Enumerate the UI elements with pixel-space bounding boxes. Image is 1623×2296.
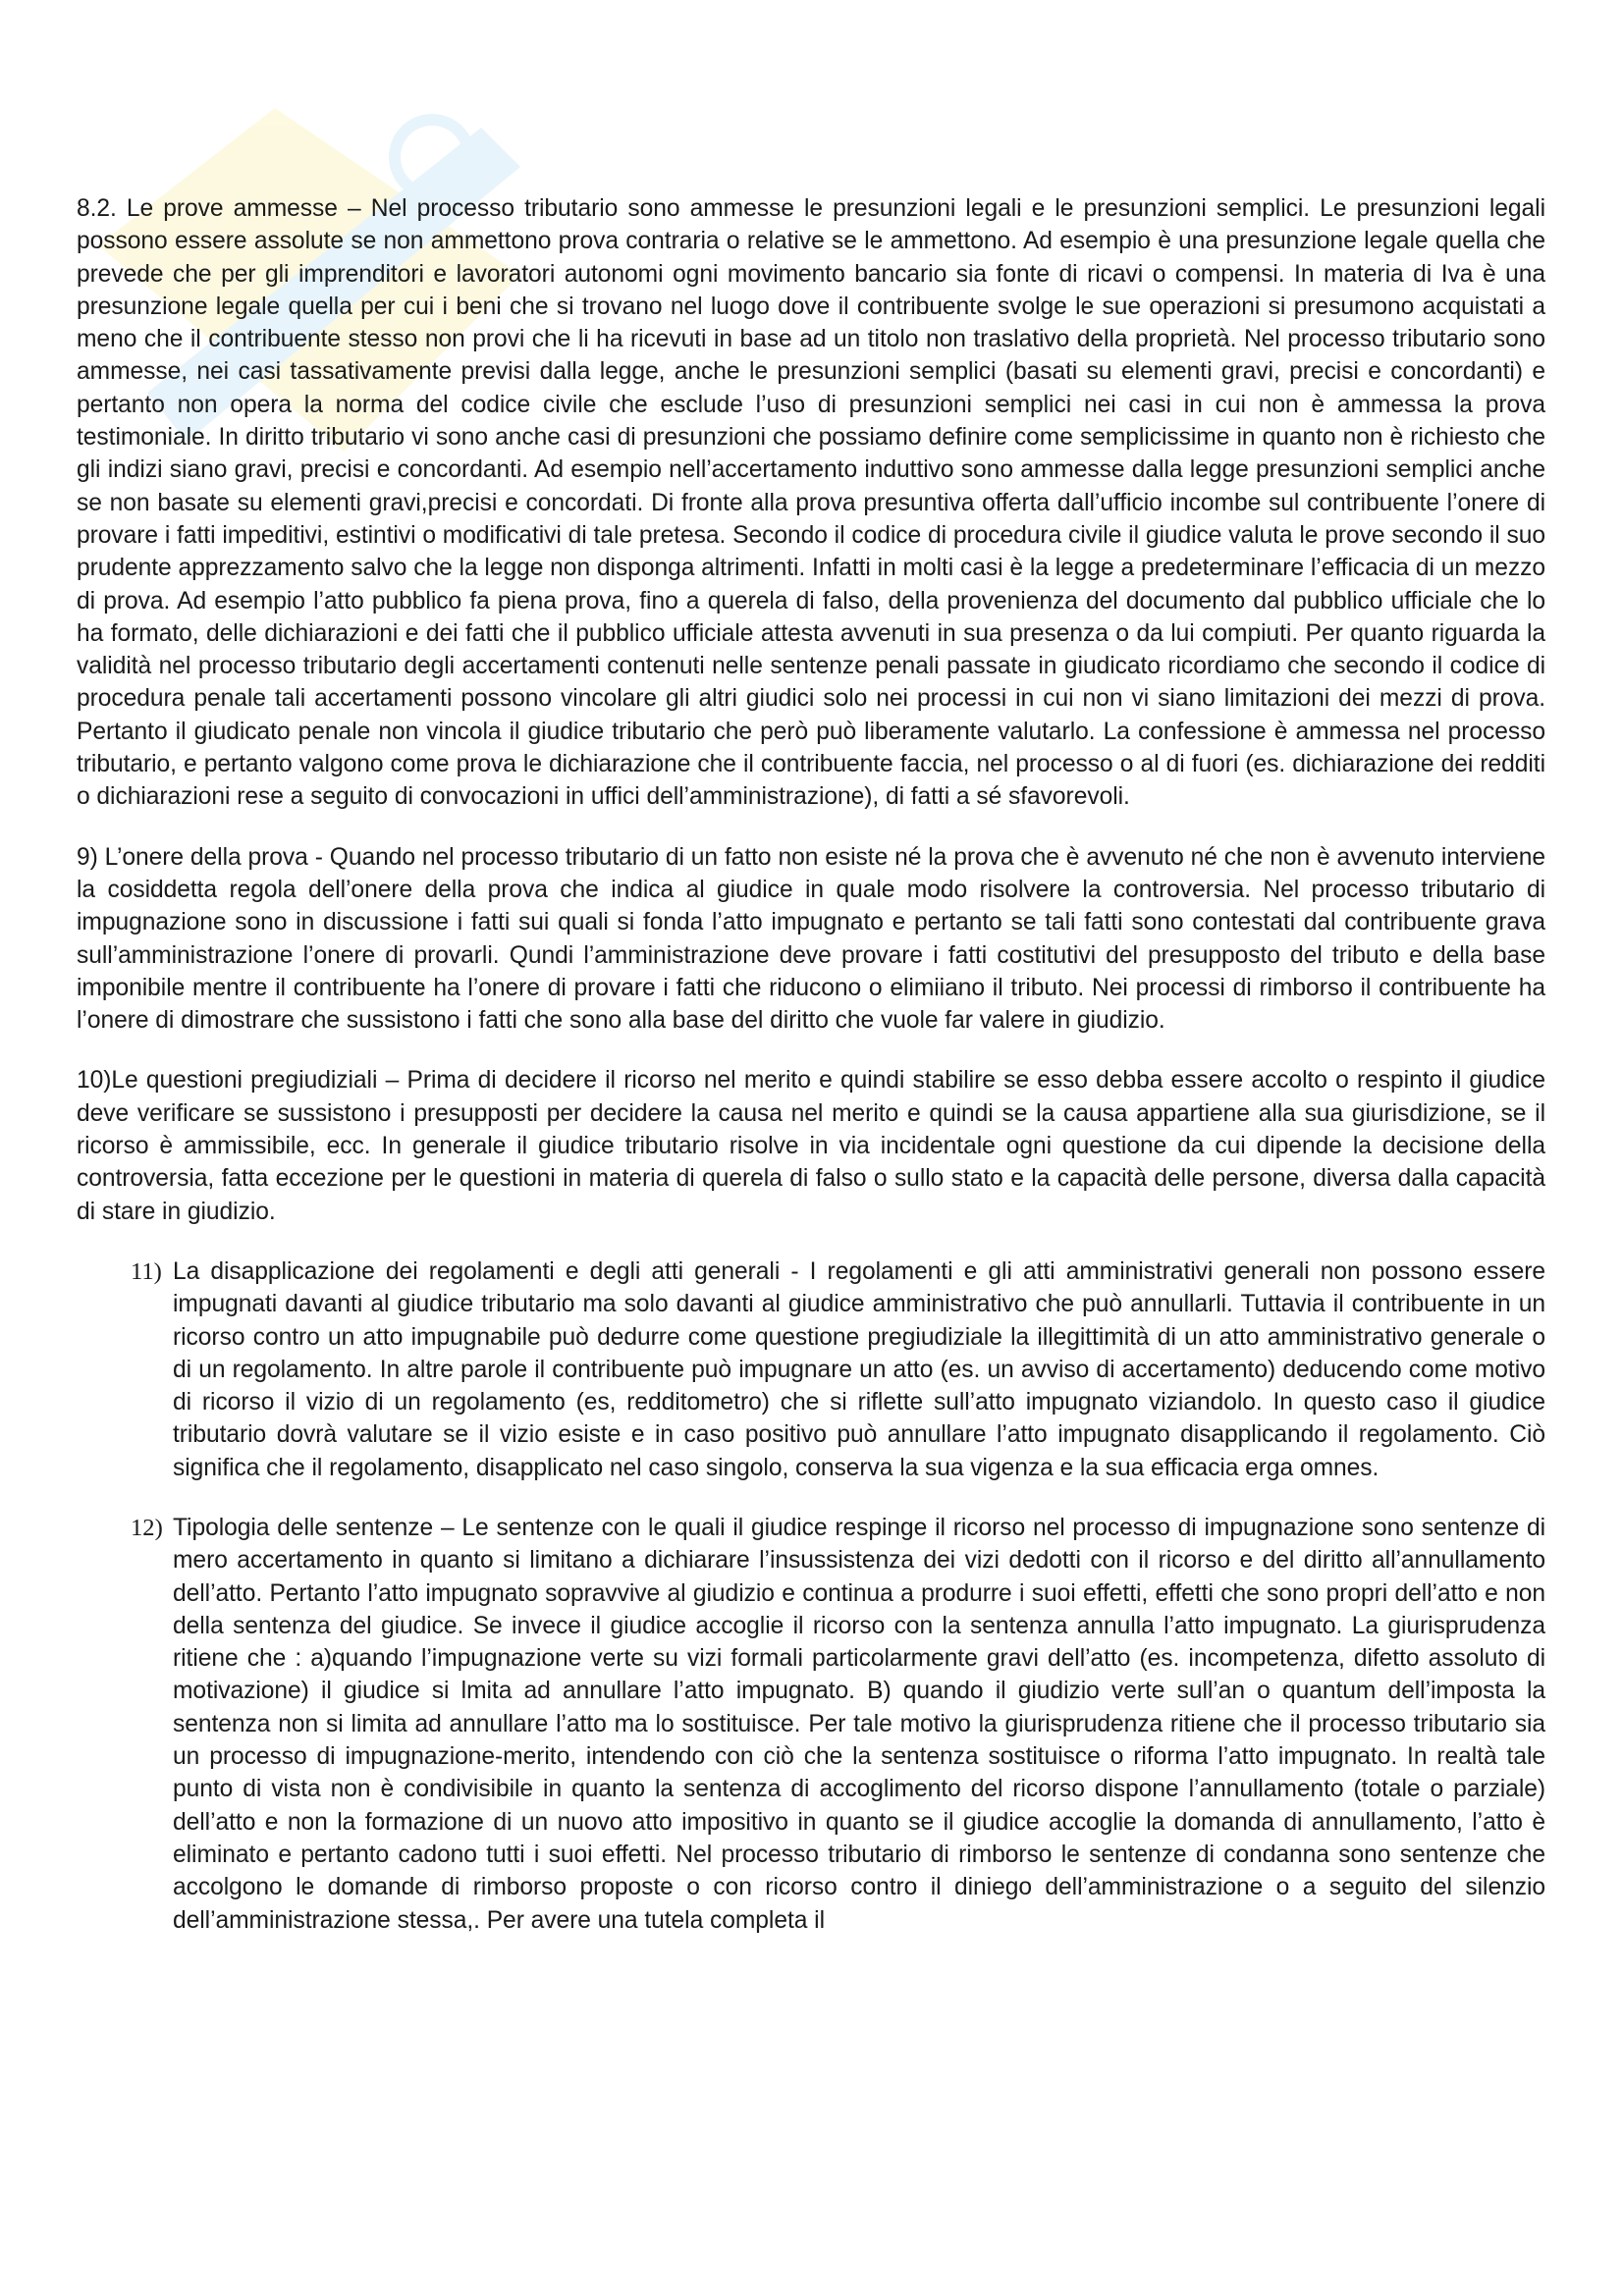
numbered-item-disapplicazione	[77, 1255, 1545, 1484]
paragraph-prove-ammesse: 8.2. Le prove ammesse – Nel processo tributario sono ammesse le presunzioni legali e le presunzioni semplici. Le presunzioni legali possono essere assolute se non ammettono prova contraria o relative se le ammettono. Ad esempio è una presunzione legale quella che prevede che per gli imprenditori e lavoratori autonomi ogni movimento bancario sia fonte di ricavi o compensi. In materia di Iva è una presunzione legale quella per cui i beni che si trovano nel luogo dove il contribuente svolge le sue operazioni si presumono acquistati a meno che il contribuente stesso non provi che li ha ricevuti in base ad un titolo non traslativo della proprietà. Nel processo tributario sono ammesse, nei casi tassativamente previsi dalla legge, anche le presunzioni semplici (basati su elementi gravi, precisi e concordanti) e pertanto non opera la norma del codice civile che esclude l’uso di presunzioni semplici nei casi in cui non è ammessa la prova testimoniale. In diritto tributario vi sono anche casi di presunzioni che possiamo definire come semplicissime in quanto non è richiesto che gli indizi siano gravi, precisi e concordanti. Ad esempio nell’accertamento induttivo sono ammesse dalla legge presunzioni semplici anche se non basate su elementi gravi,precisi e concordati. Di fronte alla prova presuntiva offerta dall’ufficio incombe sul contribuente l’onere di provare i fatti impeditivi, estintivi o modificativi di tale pretesa. Secondo il codice di procedura civile il giudice valuta le prove secondo il suo prudente apprezzamento salvo che la legge non disponga altrimenti. Infatti in molti casi è la legge a predeterminare l’efficacia di un mezzo di prova. Ad esempio l’atto pubblico fa piena prova, fino a querela di falso, della provenienza del documento dal pubblico ufficiale che lo ha formato, delle dichiarazioni e dei fatti che il pubblico ufficiale attesta avvenuti in sua presenza o da lui compiuti. Per quanto riguarda la validità nel processo tributario degli accertamenti contenuti nelle sentenze penali passate in giudicato ricordiamo che secondo il codice di procedura penale tali accertamenti possono vincolare gli altri giudici solo nei processi in cui non vi siano limitazioni dei mezzi di prova. Pertanto il giudicato penale non vincola il giudice tributario che però può liberamente valutarlo. La confessione è ammessa nel processo tributario, e pertanto valgono come prova le dichiarazione che il contribuente faccia, nel processo o al di fuori (es. dichiarazione dei redditi o dichiarazioni rese a seguito di convocazioni in uffici dell’amministrazione), di fatti a sé sfavorevoli.	[77, 195, 1545, 811]
paragraph-onere-della-prova: 9) L’onere della prova - Quando nel processo tributario di un fatto non esiste né la prova che è avvenuto né che non è avvenuto interviene la cosiddetta regola dell’onere della prova che indica al giudice in quale modo risolvere la controversia. Nel processo tributario di impugnazione sono in discussione i fatti sui quali si fonda l’atto impugnato e pertanto se tali fatti sono contestati dal contribuente grava sull’amministrazione l’onere di provarli. Qundi l’amministrazione deve provare i fatti costitutivi del presupposto del tributo e della base imponibile mentre il contribuente ha l’onere di provare i fatti che riducono o elimiiano il tributo. Nei processi di rimborso il contribuente ha l’onere di dimostrare che sussistono i fatti che sono alla base del diritto che vuole far valere in giudizio.	[77, 843, 1545, 1035]
numbered-item-tipologia-sentenze	[77, 1512, 1545, 1937]
item-number: 12)	[131, 1514, 163, 1541]
item-number: 11)	[131, 1257, 162, 1285]
document-page	[77, 192, 1545, 1964]
watermark-circle	[395, 120, 469, 194]
item-text: Tipologia delle sentenze – Le sentenze con le quali il giudice respinge il ricorso nel processo di impugnazione sono sentenze di mero accertamento in quanto si limitano a dichiarare l’insussistenza dei vizi dedotti con il ricorso e del diritto all’annullamento dell’atto. Pertanto l’atto impugnato sopravvive al giudizio e continua a produrre i suoi effetti, effetti che sono propri dell’atto e non della sentenza del giudice. Se invece il giudice accoglie il ricorso con la sentenza annulla l’atto impugnato. La giurisprudenza ritiene che : a)quando l’impugnazione verte su vizi formali particolarmente gravi dell’atto (es. incompetenza, difetto assoluto di motivazione) il giudice si lmita ad annullare l’atto impugnato. B) quando il giudizio verte sull’an o quantum dell’imposta la sentenza non si limita ad annullare l’atto ma lo sostituisce. Per tale motivo la giurisprudenza ritiene che il processo tributario sia un processo di impugnazione-merito, intendendo con ciò che la sentenza sostituisce o riforma l’atto impugnato. In realtà tale punto di vista non è condivisibile in quanto la sentenza di accoglimento del ricorso dispone l’annullamento (totale o parziale) dell’atto e non la formazione di un nuovo atto impositivo in quanto se il giudice accoglie la domanda di annullamento, l’atto è eliminato e pertanto cadono tutti i suoi effetti. Nel processo tributario di rimborso le sentenze di condanna sono sentenze che accolgono le domande di rimborso proposte o con ricorso contro il diniego dell’amministrazione o a seguito del silenzio dell’amministrazione stessa,. Per avere una tutela completa il	[173, 1514, 1545, 1934]
paragraph-questioni-pregiudiziali: 10)Le questioni pregiudiziali – Prima di decidere il ricorso nel merito e quindi stabilire se esso debba essere accolto o respinto il giudice deve verificare se sussistono i presupposti per decidere la causa nel merito e quindi se la causa appartiene alla sua giurisdizione, se il ricorso è ammissibile, ecc. In generale il giudice tributario risolve in via incidentale ogni questione da cui dipende la decisione della controversia, fatta eccezione per le questioni in materia di querela di falso o sullo stato e la capacità delle persone, diversa dalla capacità di stare in giudizio.	[77, 1067, 1545, 1225]
item-text: La disapplicazione dei regolamenti e degli atti generali - I regolamenti e gli atti amministrativi generali non possono essere impugnati davanti al giudice tributario ma solo davanti al giudice amministrativo che può annullarli. Tuttavia il contribuente in un ricorso contro un atto impugnabile può dedurre come questione pregiudiziale la illegittimità di un atto amministrativo generale o di un regolamento. In altre parole il contribuente può impugnare un atto (es. un avviso di accertamento) deducendo come motivo di ricorso il vizio di un regolamento (es, redditometro) che si riflette sull’atto impugnato viziandolo. In questo caso il giudice tributario dovrà valutare se il vizio esiste e in caso positivo può annullare l’atto impugnato disapplicando il regolamento. Ciò significa che il regolamento, disapplicato nel caso singolo, conserva la sua vigenza e la sua efficacia erga omnes.	[173, 1257, 1545, 1481]
